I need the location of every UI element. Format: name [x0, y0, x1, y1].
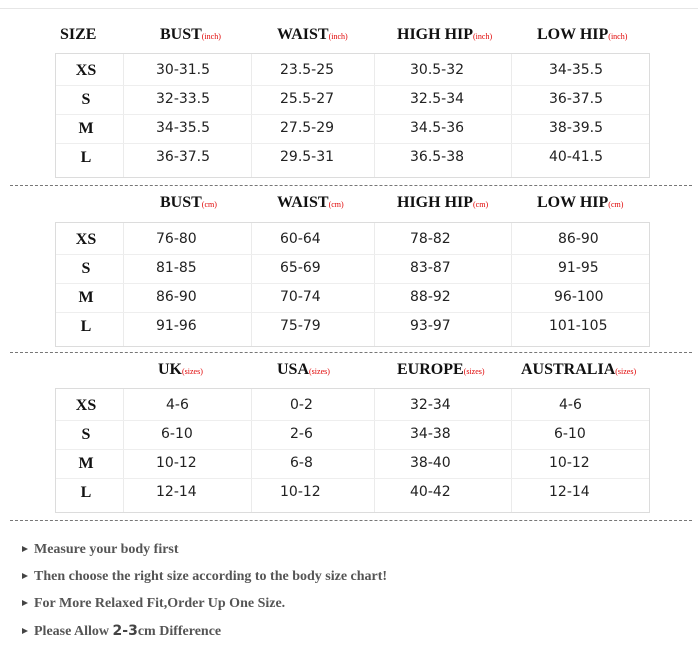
high-hip-cell: 30.5-32: [410, 62, 465, 78]
usa-cell: 0-2: [290, 397, 313, 413]
note-item: Measure your body first: [22, 540, 387, 567]
waist-cell: 27.5-29: [280, 120, 335, 136]
low-hip-cell: 91-95: [558, 260, 599, 276]
bust-cell: 86-90: [156, 289, 197, 305]
size-label: S: [81, 91, 91, 108]
bust-cell: 81-85: [156, 260, 197, 276]
table-row: [56, 391, 649, 421]
note-item: For More Relaxed Fit,Order Up One Size.: [22, 594, 387, 621]
size-label: S: [81, 426, 91, 443]
table-row: [56, 225, 649, 255]
low-hip-cell: 36-37.5: [549, 91, 604, 107]
waist-header: WAIST(inch): [277, 26, 348, 43]
europe-cell: 38-40: [410, 455, 451, 471]
size-label: M: [78, 289, 94, 306]
size-label: L: [80, 484, 92, 501]
uk-cell: 4-6: [166, 397, 189, 413]
bust-cell: 30-31.5: [156, 62, 211, 78]
low-hip-cell: 34-35.5: [549, 62, 604, 78]
waist-cell: 70-74: [280, 289, 321, 305]
australia-cell: 10-12: [549, 455, 590, 471]
notes-list: [22, 540, 387, 648]
bullet-arrow-icon: [22, 628, 28, 634]
australia-cell: 6-10: [554, 426, 586, 442]
usa-cell: 10-12: [280, 484, 321, 500]
bust-cell: 36-37.5: [156, 149, 211, 165]
size-label: XS: [75, 231, 97, 248]
high-hip-header: HIGH HIP(inch): [397, 26, 493, 43]
inch-table: [55, 53, 650, 178]
high-hip-cell: 36.5-38: [410, 149, 465, 165]
low-hip-cell: 86-90: [558, 231, 599, 247]
waist-cell: 23.5-25: [280, 62, 335, 78]
table-row: [56, 254, 649, 284]
low-hip-cell: 38-39.5: [549, 120, 604, 136]
bust-cell: 34-35.5: [156, 120, 211, 136]
bust-cell: 91-96: [156, 318, 197, 334]
high-hip-cell: 78-82: [410, 231, 451, 247]
high-hip-cell: 83-87: [410, 260, 451, 276]
bust-cell: 32-33.5: [156, 91, 211, 107]
high-hip-cell: 93-97: [410, 318, 451, 334]
bullet-arrow-icon: [22, 546, 28, 552]
divider: [10, 520, 692, 521]
australia-cell: 12-14: [549, 484, 590, 500]
cm-header-row: [0, 191, 698, 215]
europe-header: EUROPE(sizes): [397, 361, 485, 378]
low-hip-cell: 96-100: [554, 289, 604, 305]
bust-cell: 76-80: [156, 231, 197, 247]
bullet-arrow-icon: [22, 600, 28, 606]
uk-cell: 12-14: [156, 484, 197, 500]
size-label: L: [80, 149, 92, 166]
divider: [10, 352, 692, 353]
australia-header: AUSTRALIA(sizes): [521, 361, 637, 378]
table-row: [56, 56, 649, 86]
waist-header: WAIST(cm): [277, 194, 344, 211]
conversion-header-row: [0, 358, 698, 382]
uk-cell: 10-12: [156, 455, 197, 471]
top-rule: [0, 8, 698, 9]
size-label: XS: [75, 397, 97, 414]
inch-header-row: [0, 23, 698, 47]
europe-cell: 40-42: [410, 484, 451, 500]
table-row: [56, 312, 649, 341]
table-row: [56, 143, 649, 172]
table-row: [56, 85, 649, 115]
divider: [10, 185, 692, 186]
bust-header: BUST(inch): [160, 26, 221, 43]
high-hip-cell: 34.5-36: [410, 120, 465, 136]
waist-cell: 75-79: [280, 318, 321, 334]
waist-cell: 25.5-27: [280, 91, 335, 107]
table-row: [56, 114, 649, 144]
bullet-arrow-icon: [22, 573, 28, 579]
high-hip-header: HIGH HIP(cm): [397, 194, 489, 211]
europe-cell: 32-34: [410, 397, 451, 413]
note-item: Please Allow 2-3cm Difference: [22, 621, 387, 648]
size-label: L: [80, 318, 92, 335]
uk-header: UK(sizes): [158, 361, 203, 378]
size-label: M: [78, 455, 94, 472]
australia-cell: 4-6: [559, 397, 582, 413]
waist-cell: 60-64: [280, 231, 321, 247]
waist-cell: 29.5-31: [280, 149, 335, 165]
uk-cell: 6-10: [161, 426, 193, 442]
low-hip-header: LOW HIP(inch): [537, 26, 628, 43]
europe-cell: 34-38: [410, 426, 451, 442]
bust-header: BUST(cm): [160, 194, 217, 211]
conversion-table: [55, 388, 650, 513]
high-hip-cell: 32.5-34: [410, 91, 465, 107]
table-row: [56, 478, 649, 507]
waist-cell: 65-69: [280, 260, 321, 276]
usa-cell: 6-8: [290, 455, 313, 471]
size-label: S: [81, 260, 91, 277]
low-hip-cell: 101-105: [549, 318, 608, 334]
table-row: [56, 449, 649, 479]
usa-cell: 2-6: [290, 426, 313, 442]
table-row: [56, 283, 649, 313]
high-hip-cell: 88-92: [410, 289, 451, 305]
note-item: Then choose the right size according to the body size chart!: [22, 567, 387, 594]
cm-table: [55, 222, 650, 347]
size-label: M: [78, 120, 94, 137]
low-hip-header: LOW HIP(cm): [537, 194, 624, 211]
low-hip-cell: 40-41.5: [549, 149, 604, 165]
size-header: SIZE: [60, 26, 97, 43]
size-label: XS: [75, 62, 97, 79]
table-row: [56, 420, 649, 450]
usa-header: USA(sizes): [277, 361, 330, 378]
